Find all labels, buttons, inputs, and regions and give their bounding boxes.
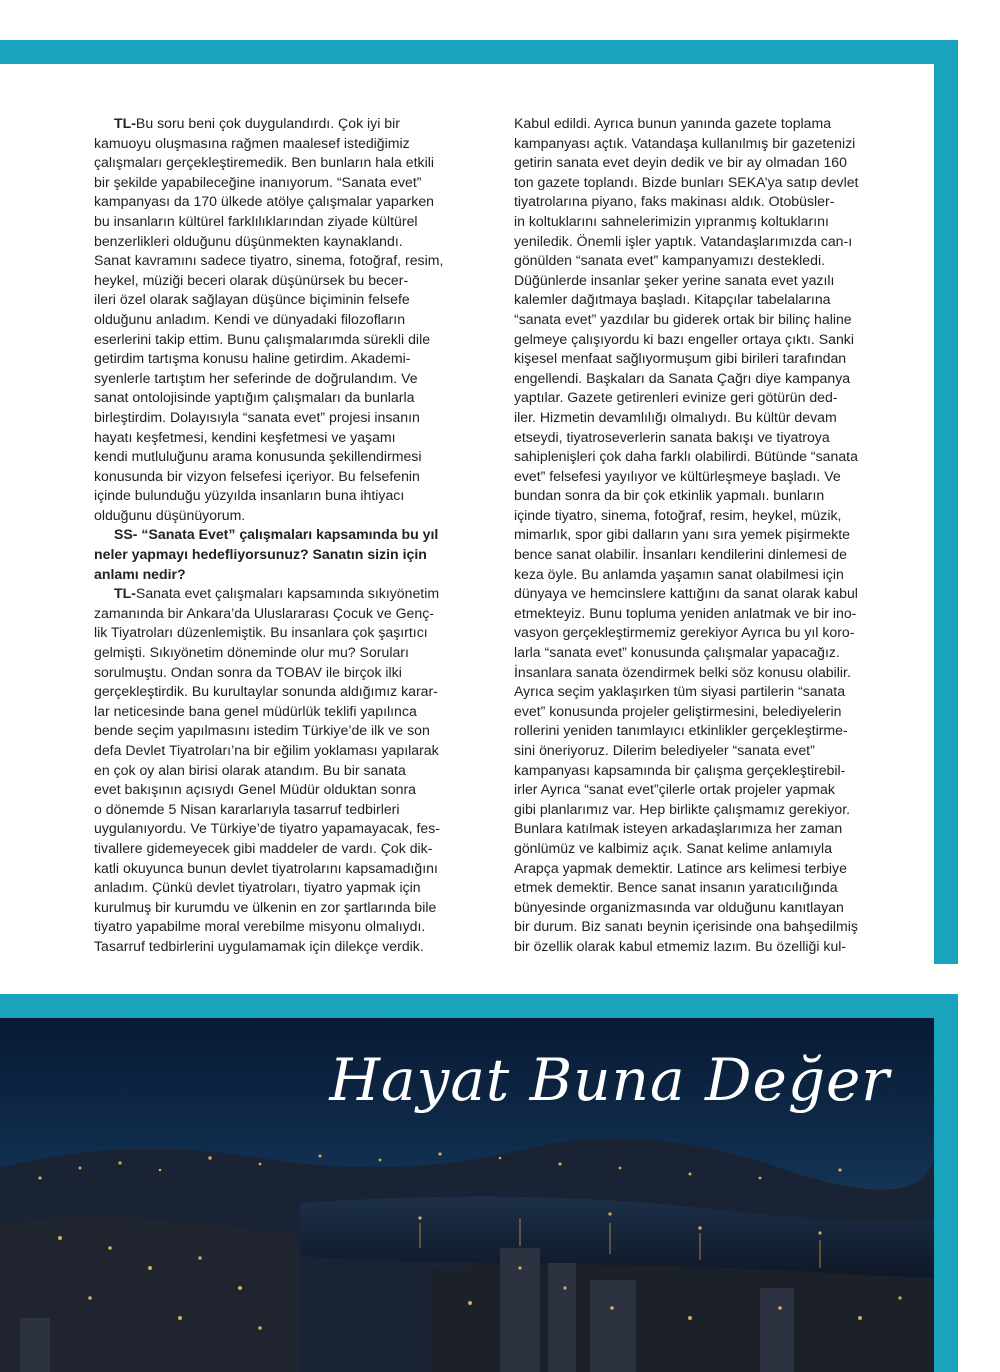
text-line: Arapça yapmak demektir. Latince ars kelimesi terbiye <box>514 859 847 876</box>
text-line: etmekteyiz. Bunu topluma yeniden anlatmak ve bir ino- <box>514 604 857 621</box>
text-line: sahiplenişleri çok daha farklı olabilirdi. Bütünde “sanata <box>514 448 858 465</box>
text-line: sini öneriyoruz. Dilerim belediyeler “sanata evet” <box>514 742 815 758</box>
top-accent-band <box>0 40 958 64</box>
text-line: çalışmaları gerçekleştiremedik. Ben bunların hala etkili <box>94 154 434 171</box>
text-line: etseydi, tiyatroseverlerin sanata bakışı ve tiyatroya <box>514 428 830 445</box>
text-line: lik Tiyatroları düzenlemiştik. Bu insanlara çok şaşırtıcı <box>94 624 428 641</box>
text-line: kamuoyu oluşmasına rağmen maalesef istediğimiz <box>94 134 410 151</box>
text-line: keza öyle. Bu anlamda yaşamın sanat olabilmesi için <box>514 565 844 582</box>
text-line: syenlerle tartıştım her seferinde de doğrulandım. Ve <box>94 369 418 386</box>
text-line: bende seçim yapılmasını istedim Türkiye’de ilk ve son <box>94 722 430 739</box>
text-line: kampanyası kapsamında bir çalışma gerçekleştirebil- <box>514 761 846 778</box>
text-line: sorulmuştu. Ondan sonra da TOBAV ile birçok ilki <box>94 663 402 680</box>
text-line: Sanat kavramını sadece tiyatro, sinema, fotoğraf, resim, <box>94 252 444 269</box>
text-line: getirdim tartışma konusu haline getirdim. Akademi- <box>94 350 411 367</box>
text-line: defa Devlet Tiyatroları’na bir eğilim yoklaması yapılarak <box>94 742 439 758</box>
text-line: kampanyası da 170 ülkede atölye çalışmalar yaparken <box>94 193 435 210</box>
article-right-column <box>514 114 876 957</box>
text-line: Kabul edildi. Ayrıca bunun yanında gazete toplama <box>514 115 832 131</box>
text-line: yaptılar. Gazete getirenleri evinize geri götürün ded- <box>514 389 838 406</box>
text-line: bu insanların kültürel farklılıklarından ziyade kültürel <box>94 212 418 229</box>
text-line: ileri özel olarak sağlayan düşünce biçiminin felsefe <box>94 291 410 308</box>
text-line: bünyesinde organizmasında var olduğunu kanıtlayan <box>514 898 844 915</box>
lower-accent-band <box>0 994 958 1018</box>
text-line: konusunda bir vizyon felsefesi içeriyor. Bu felsefenin <box>94 467 420 484</box>
text-line: bir özellik olarak kabul etmemiz lazım. Bu özelliği kul- <box>514 937 847 954</box>
text-line: SS- “Sanata Evet” çalışmaları kapsamında bu yıl <box>114 526 439 543</box>
text-line: evet” felsefesi yayılıyor ve kültürleşmeye başladı. Ve <box>514 467 841 484</box>
text-line: kampanyası açtık. Vatandaşa kullanılmış bir gazetenizi <box>514 134 856 151</box>
text-line: zamanında bir Ankara’da Uluslararası Çocuk ve Genç- <box>94 604 434 621</box>
text-line: kalemler dağıtmaya başladı. Kitapçılar tabelalarına <box>514 291 831 308</box>
text-line: katli okuyunca bunun devlet tiyatrolarını kapsamadığını <box>94 859 438 876</box>
text-line: birleştirdim. Dolayısıyla “sanata evet” projesi insanın <box>94 408 420 425</box>
text-line: tivallere gidemeyecek gibi maddeler de vardı. Çok dik- <box>94 839 433 856</box>
text-line: Tasarruf tedbirlerini uygulamamak için dilekçe verdik. <box>94 937 424 954</box>
text-line: gönlümüz ve kalbimiz açık. Sanat kelime anlamıyla <box>514 839 833 856</box>
text-line: en çok oy alan birisi olarak atandım. Bu bir sanata <box>94 761 406 778</box>
text-line: anladım. Çünkü devlet tiyatroları, tiyatro yapmak için <box>94 879 421 896</box>
text-line: iler. Hizmetin devamlılığı olmalıydı. Bu kültür devam <box>514 408 837 425</box>
text-line: bundan sonra da bir çok etkinlik yapmalı. bunların <box>514 487 825 504</box>
lower-right-accent-band <box>934 994 958 1372</box>
text-line: sanat ontolojisinde yaptığım çalışmaları da bunlarla <box>94 389 415 406</box>
text-line: mimarlık, spor gibi dalların yanı sıra yemek pişirmekte <box>514 526 851 543</box>
text-line: neler yapmayı hedefliyorsunuz? Sanatın sizin için <box>94 546 427 563</box>
text-line: kendi mutluluğunu arama konusunda şekillendirmesi <box>94 448 422 465</box>
text-line: bence sanat olabilir. İnsanları kendilerini dinlemesi de <box>514 546 847 563</box>
text-line: heykel, müziği beceri olarak düşünürsek bu becer- <box>94 271 409 288</box>
text-line: evet” konusunda projeler geliştirmesini, belediyelerin <box>514 702 842 719</box>
text-line: gibi planlarımız var. Hep birlikte çalışmamız gerekiyor. <box>514 800 851 817</box>
text-line: İnsanlara sanata özendirmek belki söz konusu olabilir. <box>514 663 851 680</box>
text-line: etmek demektir. Bence sanat insanın yaratıcılığında <box>514 879 838 896</box>
text-line: yeniledik. Önemli işler yaptık. Vatandaşlarımızda can-ı <box>514 232 853 249</box>
text-line: uygulanıyordu. Ve Türkiye’de tiyatro yapamayacak, fes- <box>94 820 440 837</box>
text-line: ton gazete toplandı. Bizde bunları SEKA’ya satıp devlet <box>514 173 859 190</box>
photo-title: Hayat Buna Değer <box>329 1046 890 1114</box>
text-line: dünyaya ve hemcinslere kattığını da sanat olarak kabul <box>514 585 858 602</box>
text-line: evet bakışının açısıydı Genel Müdür olduktan sonra <box>94 781 416 798</box>
text-line: o dönemde 5 Nisan kararlarıyla tasarruf tedbirleri <box>94 800 400 817</box>
city-night-photo <box>0 1018 934 1372</box>
text-line: anlamı nedir? <box>94 565 186 582</box>
text-line: olduğunu anladım. Kendi ve dünyadaki filozofların <box>94 310 406 327</box>
text-line: kişesel menfaat sağlıyormuşum gibi birileri tarafından <box>514 350 847 367</box>
text-line: irler Ayrıca “sanat evet”çilerle ortak projeler yapmak <box>514 781 835 798</box>
text-line: TL-Sanata evet çalışmaları kapsamında sıkıyönetim <box>114 585 440 602</box>
text-line: engellendi. Başkaları da Sanata Çağrı diye kampanya <box>514 369 851 386</box>
text-line: gelmeye çalışıyordu ki bazı engeller ortaya çıktı. Sanki <box>514 330 854 347</box>
text-line: içinde bulunduğu yüzyılda insanların buna ihtiyacı <box>94 487 405 504</box>
text-line: içinde tiyatro, sinema, fotoğraf, resim, heykel, müzik, <box>514 506 842 523</box>
text-line: benzerlikleri olduğunu düşünmekten kaynaklandı. <box>94 232 403 249</box>
text-line: bir durum. Biz sanatı beynin içerisinde ona bahşedilmiş <box>514 918 858 935</box>
text-line: eserlerini takip ettim. Bunu çalışmalarımda sürekli dile <box>94 330 431 347</box>
text-line: lar neticesinde bana genel müdürlük teklifi yapılınca <box>94 702 417 719</box>
text-line: bir şekilde yapabileceğine inanıyorum. “Sanata evet” <box>94 173 422 190</box>
text-line: gerçekleştirdik. Bu kurultaylar sonunda aldığımız karar- <box>94 683 438 700</box>
text-line: gönülden “sanata evet” kampanyamızı destekledi. <box>514 252 826 269</box>
text-line: “sanata evet” yazdılar bu giderek ortak bir bilinç haline <box>514 310 852 327</box>
text-line: getirin sanata evet deyin dedik ve bir ay olmadan 160 <box>514 154 847 171</box>
text-line: tiyatro yapabilme moral verebilme misyonu olmalıydı. <box>94 918 426 935</box>
text-line: TL-Bu soru beni çok duygulandırdı. Çok iyi bir <box>114 115 400 131</box>
text-line: Bunlara katılmak isteyen arkadaşlarımıza her zaman <box>514 820 843 837</box>
text-line: tiyatrolarına piyano, faks makinası aldık. Otobüsler- <box>514 193 835 210</box>
text-line: kurulmuş bir kurumdu ve ülkenin en zor şartlarında bile <box>94 898 437 915</box>
text-line: olduğunu düşünüyorum. <box>94 506 246 523</box>
text-line: hayatı keşfetmesi, kendini keşfetmesi ve yaşamı <box>94 428 396 445</box>
text-line: gelmişti. Sıkıyönetim döneminde olur mu? Soruları <box>94 644 409 661</box>
text-line: rollerini yeniden tanımlayıcı etkinlikler gerçekleştirme- <box>514 722 848 739</box>
text-line: vasyon gerçekleştirmemiz gerekiyor Ayrıca bu yıl koro- <box>514 624 855 641</box>
text-line: Ayrıca seçim yaklaşırken tüm siyasi partilerin “sanata <box>514 683 846 700</box>
text-line: larla “sanata evet” konusunda çalışmalar yapacağız. <box>514 644 840 661</box>
article-left-column <box>94 114 456 957</box>
text-line: in koltuklarını sahnelerimizin yıpranmış koltuklarını <box>514 212 829 229</box>
text-line: Düğünlerde insanlar şeker yerine sanata evet yazılı <box>514 271 835 288</box>
right-accent-band <box>934 40 958 964</box>
